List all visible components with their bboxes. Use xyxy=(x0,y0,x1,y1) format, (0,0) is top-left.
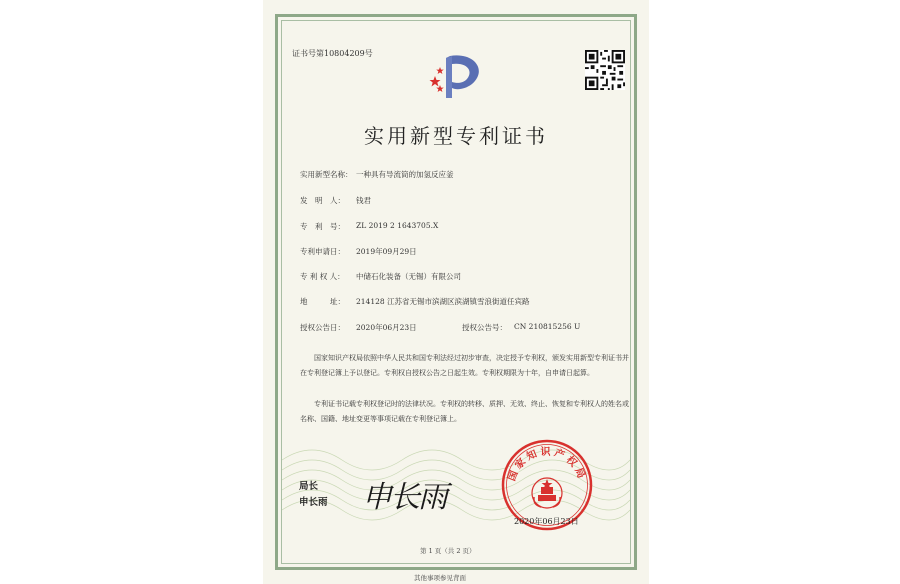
grant-number-label: 授权公告号： xyxy=(462,323,507,332)
filing-date-value: 2019年09月29日 xyxy=(356,247,417,256)
patent-number-label: 专 利 号： xyxy=(300,222,345,231)
certificate-serial: 证书号第10804209号 xyxy=(292,49,373,58)
grant-number-value: CN 210815256 U xyxy=(514,322,581,331)
seal-text: 国家知识产权局 xyxy=(506,447,588,483)
legal-status-paragraph: 专利证书记载专利权登记时的法律状况。专利权的转移、质押、无效、终止、恢复和专利权人的姓名或名称、国籍、地址变更等事项记载在专利登记簿上。 xyxy=(300,400,629,423)
address-value: 214128 江苏省无锡市滨湖区滨湖镇雪浪街道任宾路 xyxy=(356,297,530,306)
back-note: 其他事项参见背面 xyxy=(414,574,466,582)
utility-model-name-label: 实用新型名称： xyxy=(300,170,353,179)
grant-statement-paragraph: 国家知识产权局依照中华人民共和国专利法经过初步审查，决定授予专利权，颁发实用新型专利证书并在专利登记簿上予以登记。专利权自授权公告之日起生效。专利权期限为十年，自申请日起算。 xyxy=(300,354,629,377)
seal-date: 2020年06月23日 xyxy=(514,517,579,526)
inventor-label: 发 明 人： xyxy=(300,196,345,205)
patentee-value: 中储石化装备（无锡）有限公司 xyxy=(356,272,461,281)
director-title: 局长 xyxy=(299,481,319,492)
director-signature: 申长雨 xyxy=(362,480,446,515)
filing-date-label: 专利申请日： xyxy=(300,247,345,256)
inventor-value: 钱君 xyxy=(356,196,371,205)
patent-office-logo-icon xyxy=(428,52,486,100)
grant-date-label: 授权公告日： xyxy=(300,323,345,332)
director-name: 申长雨 xyxy=(299,497,328,508)
certificate-title: 实用新型专利证书 xyxy=(364,124,548,148)
svg-text:国家知识产权局 xyxy=(505,445,590,483)
address-label: 地 址： xyxy=(300,297,345,306)
patent-number-value: ZL 2019 2 1643705.X xyxy=(356,221,439,230)
page-indicator: 第 1 页（共 2 页） xyxy=(420,547,476,555)
grant-date-value: 2020年06月23日 xyxy=(356,323,417,332)
patentee-label: 专 利 权 人： xyxy=(300,272,345,281)
utility-model-name-value: 一种具有导流筒的加氢反应釜 xyxy=(356,170,454,179)
qr-code xyxy=(585,50,625,90)
